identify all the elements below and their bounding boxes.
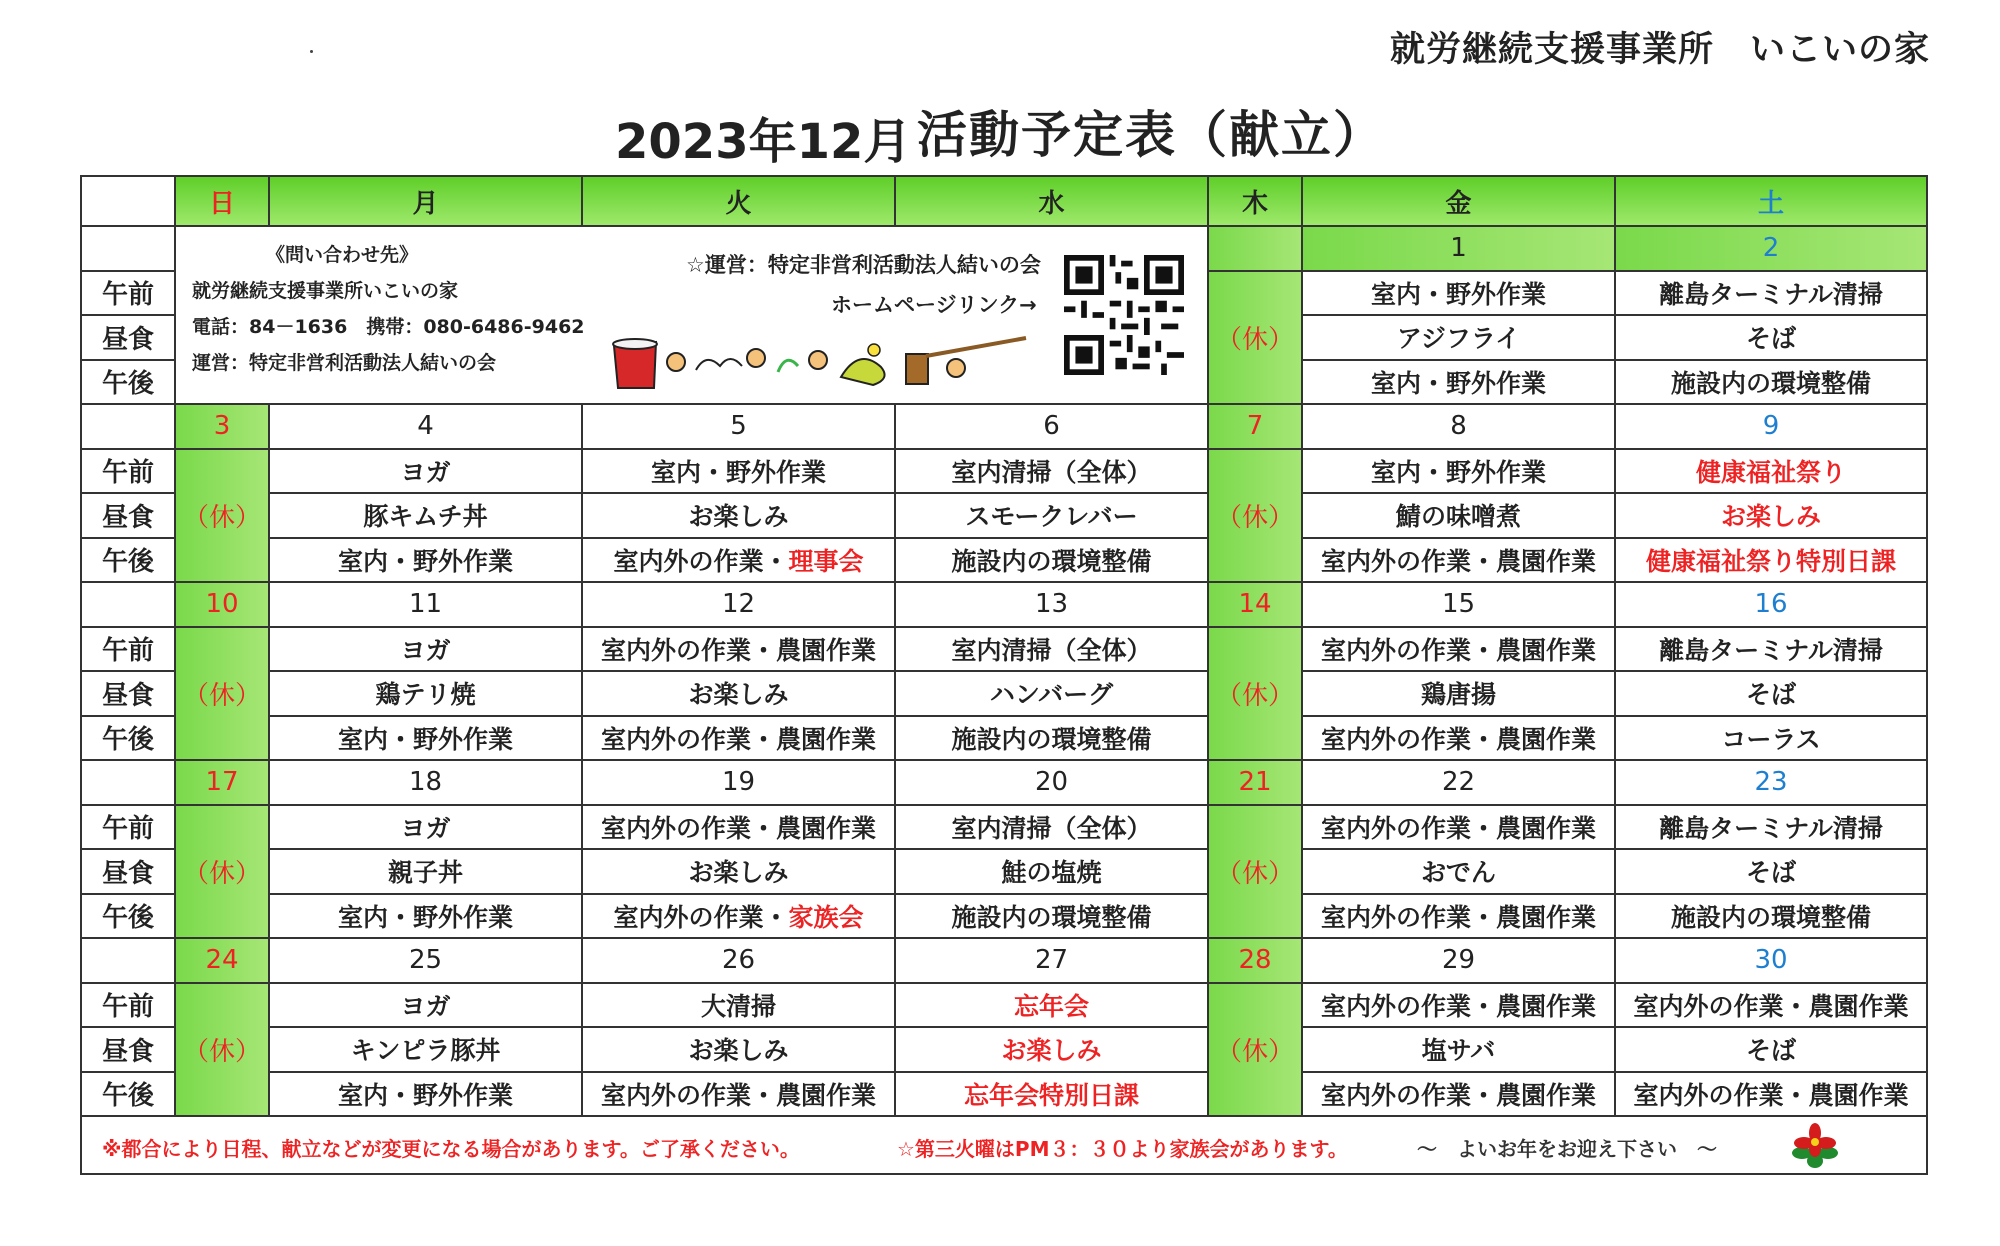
activity-cell: ヨガ: [269, 627, 582, 672]
date-cell: 28: [1208, 938, 1302, 983]
lunch-cell: そば: [1615, 671, 1927, 716]
contact-operator: 運営：特定非営利活動法人結いの会: [192, 352, 497, 374]
holiday-cell: （休）: [1208, 449, 1302, 583]
date-row: [81, 938, 1927, 983]
lunch-cell: お楽しみ: [582, 1027, 895, 1072]
am-row: [81, 805, 1927, 850]
date-cell: 23: [1615, 760, 1927, 805]
holiday-cell: （休）: [175, 805, 269, 939]
weekday-mon: 月: [269, 176, 582, 226]
lunch-row: [81, 849, 1927, 894]
row-label-lunch: 昼食: [81, 493, 175, 538]
title-year-month: 2023年12月: [615, 114, 912, 170]
row-label-am: 午前: [81, 449, 175, 494]
activity-cell: 室内外の作業・農園作業: [582, 805, 895, 850]
footer-row: [81, 1116, 1927, 1174]
activity-cell: 室内外の作業・農園作業: [1302, 805, 1615, 850]
date-cell: 25: [269, 938, 582, 983]
date-cell: 27: [895, 938, 1208, 983]
lunch-cell: お楽しみ: [582, 671, 895, 716]
activity-cell: 室内外の作業・農園作業: [582, 716, 895, 761]
weekday-wed: 水: [895, 176, 1208, 226]
new-year-greeting: ～ よいお年をお迎え下さい ～: [1417, 1137, 1717, 1161]
operator-note: ☆運営：特定非営利活動法人結いの会: [686, 253, 1041, 277]
date-cell: 17: [175, 760, 269, 805]
date-cell: 6: [895, 404, 1208, 449]
date-cell: 1: [1302, 226, 1615, 271]
activity-cell: 忘年会: [895, 983, 1208, 1028]
row-label-am: 午前: [81, 627, 175, 672]
qr-code-icon[interactable]: [1064, 255, 1184, 375]
activity-cell: 室内外の作業・家族会: [582, 894, 895, 939]
activity-cell: 室内清掃（全体）: [895, 627, 1208, 672]
activity-cell: 室内外の作業・農園作業: [1302, 538, 1615, 583]
row-label-am: 午前: [81, 805, 175, 850]
activity-cell: 室内外の作業・農園作業: [1615, 1072, 1927, 1117]
row-label-pm: 午後: [81, 1072, 175, 1117]
row-label-pm: 午後: [81, 538, 175, 583]
am-row: [81, 449, 1927, 494]
lunch-cell: おでん: [1302, 849, 1615, 894]
activity-cell: 健康福祉祭り: [1615, 449, 1927, 494]
date-cell: 18: [269, 760, 582, 805]
activity-cell: 離島ターミナル清掃: [1615, 805, 1927, 850]
date-cell: 29: [1302, 938, 1615, 983]
activity-cell: 室内外の作業・農園作業: [1302, 716, 1615, 761]
activity-cell: 健康福祉祭り特別日課: [1615, 538, 1927, 583]
lunch-cell: 鶏テリ焼: [269, 671, 582, 716]
date-cell: 12: [582, 582, 895, 627]
lunch-cell: キンピラ豚丼: [269, 1027, 582, 1072]
lunch-cell: ハンバーグ: [895, 671, 1208, 716]
holiday-cell: （休）: [175, 627, 269, 761]
date-cell: 20: [895, 760, 1208, 805]
lunch-row: [81, 1027, 1927, 1072]
date-cell: 15: [1302, 582, 1615, 627]
weekday-tue: 火: [582, 176, 895, 226]
date-cell: 16: [1615, 582, 1927, 627]
activity-cell: 室内・野外作業: [269, 894, 582, 939]
row-label-lunch: 昼食: [81, 849, 175, 894]
date-cell: 8: [1302, 404, 1615, 449]
activity-cell: 施設内の環境整備: [1615, 894, 1927, 939]
activity-cell: 室内外の作業・農園作業: [582, 627, 895, 672]
title-text: 活動予定表（献立）: [916, 106, 1385, 164]
activity-cell: 離島ターミナル清掃: [1615, 271, 1927, 316]
row-label-pm: 午後: [81, 360, 175, 405]
activity-cell: 室内・野外作業: [269, 716, 582, 761]
activity-cell: 室内清掃（全体）: [895, 805, 1208, 850]
lunch-cell: そば: [1615, 849, 1927, 894]
date-cell: 9: [1615, 404, 1927, 449]
lunch-cell: お楽しみ: [1615, 493, 1927, 538]
activity-cell: コーラス: [1615, 716, 1927, 761]
date-cell: 24: [175, 938, 269, 983]
activity-cell: ヨガ: [269, 449, 582, 494]
am-row: [81, 627, 1927, 672]
organization-name: 就労継続支援事業所 いこいの家: [1389, 30, 1930, 70]
lunch-cell: お楽しみ: [582, 493, 895, 538]
schedule-table: [80, 175, 1928, 1175]
date-cell: 30: [1615, 938, 1927, 983]
date-cell: 7: [1208, 404, 1302, 449]
date-cell: 5: [582, 404, 895, 449]
row-label-am: 午前: [81, 983, 175, 1028]
row-label-am: 午前: [81, 271, 175, 316]
activity-cell: 室内清掃（全体）: [895, 449, 1208, 494]
activity-cell: 室内・野外作業: [582, 449, 895, 494]
activity-cell: 室内外の作業・農園作業: [1302, 1072, 1615, 1117]
activity-cell: 室内外の作業・農園作業: [1615, 983, 1927, 1028]
page-title: [0, 95, 2000, 170]
activity-cell: ヨガ: [269, 805, 582, 850]
activity-cell: 施設内の環境整備: [1615, 360, 1927, 405]
contact-heading: 《問い合わせ先》: [265, 244, 418, 266]
weekday-header-row: [81, 176, 1927, 226]
lunch-cell: 鮭の塩焼: [895, 849, 1208, 894]
change-notice: ※都合により日程、献立などが変更になる場合があります。ご了承ください。: [102, 1137, 800, 1161]
cleaning-illustration-icon: [606, 332, 1036, 392]
row-label-pm: 午後: [81, 716, 175, 761]
activity-cell: 室内・野外作業: [1302, 449, 1615, 494]
date-cell: 3: [175, 404, 269, 449]
board-meeting-text: 理事会: [788, 546, 864, 576]
date-cell: 2: [1615, 226, 1927, 271]
am-row: [81, 983, 1927, 1028]
weekday-fri: 金: [1302, 176, 1615, 226]
holiday-cell: （休）: [1208, 805, 1302, 939]
lunch-cell: 鶏唐揚: [1302, 671, 1615, 716]
pm-row: [81, 1072, 1927, 1117]
activity-cell: 室内・野外作業: [1302, 271, 1615, 316]
date-cell: 13: [895, 582, 1208, 627]
row-label-lunch: 昼食: [81, 671, 175, 716]
activity-cell: 施設内の環境整備: [895, 894, 1208, 939]
lunch-cell: そば: [1615, 315, 1927, 360]
date-cell: 11: [269, 582, 582, 627]
activity-cell: ヨガ: [269, 983, 582, 1028]
activity-cell: 室内・野外作業: [269, 1072, 582, 1117]
row-label-lunch: 昼食: [81, 1027, 175, 1072]
lunch-cell: 鯖の味噌煮: [1302, 493, 1615, 538]
lunch-cell: アジフライ: [1302, 315, 1615, 360]
lunch-row: [81, 493, 1927, 538]
corner-cell: [81, 176, 175, 226]
lunch-cell: そば: [1615, 1027, 1927, 1072]
pm-row: [81, 538, 1927, 583]
date-cell: 19: [582, 760, 895, 805]
weekday-sat: 土: [1615, 176, 1927, 226]
activity-cell: 室内外の作業・農園作業: [1302, 983, 1615, 1028]
activity-cell: 忘年会特別日課: [895, 1072, 1208, 1117]
contact-name: 就労継続支援事業所いこいの家: [192, 280, 459, 302]
activity-cell: 室内外の作業・農園作業: [1302, 627, 1615, 672]
lunch-cell: 親子丼: [269, 849, 582, 894]
lunch-cell: お楽しみ: [895, 1027, 1208, 1072]
holiday-cell: （休）: [1208, 627, 1302, 761]
family-meeting-notice: ☆第三火曜はPM３：３０より家族会があります。: [897, 1137, 1348, 1161]
date-cell: 14: [1208, 582, 1302, 627]
pm-row: [81, 716, 1927, 761]
lunch-cell: 塩サバ: [1302, 1027, 1615, 1072]
holiday-cell: （休）: [175, 983, 269, 1117]
activity-cell: 施設内の環境整備: [895, 716, 1208, 761]
date-row: [81, 760, 1927, 805]
activity-cell: 離島ターミナル清掃: [1615, 627, 1927, 672]
activity-cell: 室内外の作業・農園作業: [582, 1072, 895, 1117]
weekday-sun: 日: [175, 176, 269, 226]
contact-phone: 電話：84－1636 携帯：080-6486-9462: [192, 316, 585, 338]
stray-dot: [310, 50, 313, 53]
date-row: [81, 582, 1927, 627]
holiday-cell: （休）: [1208, 983, 1302, 1117]
info-panel: [175, 226, 1208, 404]
lunch-cell: お楽しみ: [582, 849, 895, 894]
poinsettia-icon: [1792, 1123, 1838, 1169]
activity-cell: 室内外の作業・農園作業: [1302, 894, 1615, 939]
date-cell: 10: [175, 582, 269, 627]
family-meeting-text: 家族会: [788, 902, 864, 932]
date-cell: 21: [1208, 760, 1302, 805]
row-label-pm: 午後: [81, 894, 175, 939]
weekday-thu: 木: [1208, 176, 1302, 226]
date-cell: 22: [1302, 760, 1615, 805]
holiday-cell: （休）: [175, 449, 269, 583]
lunch-cell: 豚キムチ丼: [269, 493, 582, 538]
date-row: [81, 226, 1927, 271]
date-cell: 26: [582, 938, 895, 983]
activity-cell: 室内・野外作業: [1302, 360, 1615, 405]
date-row: [81, 404, 1927, 449]
lunch-cell: スモークレバー: [895, 493, 1208, 538]
footer-notes: [81, 1116, 1927, 1174]
activity-cell: 室内・野外作業: [269, 538, 582, 583]
contact-block: [192, 237, 585, 381]
activity-cell: 大清掃: [582, 983, 895, 1028]
date-cell: 4: [269, 404, 582, 449]
homepage-link[interactable]: ホームページリンク→: [831, 293, 1037, 317]
lunch-row: [81, 671, 1927, 716]
row-label-lunch: 昼食: [81, 315, 175, 360]
activity-cell: 室内外の作業・理事会: [582, 538, 895, 583]
activity-cell: 施設内の環境整備: [895, 538, 1208, 583]
holiday-cell: （休）: [1208, 271, 1302, 405]
pm-row: [81, 894, 1927, 939]
